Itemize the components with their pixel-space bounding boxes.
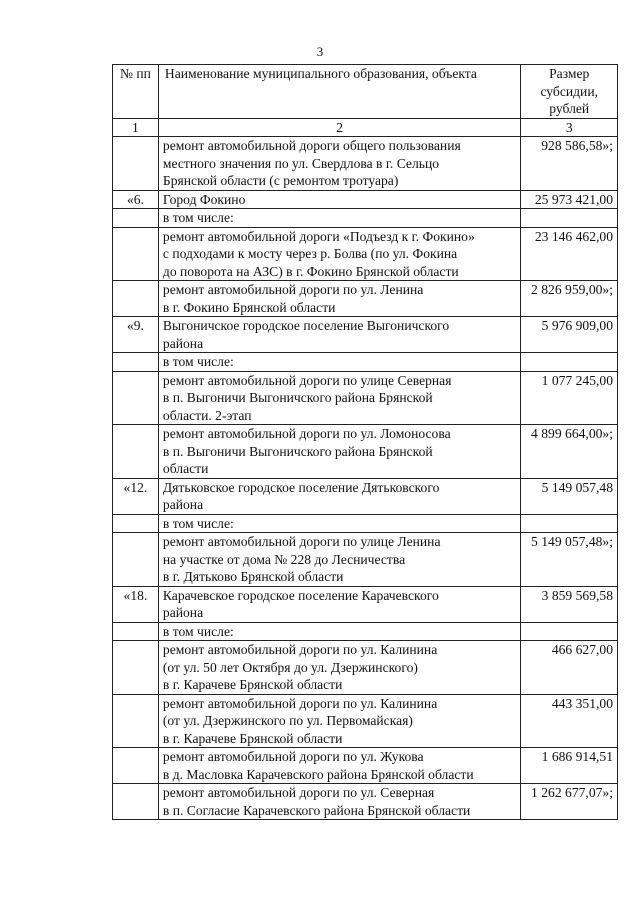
row-description [158, 641, 521, 695]
row-amount: 5 149 057,48 [521, 478, 618, 514]
row-number [113, 371, 159, 425]
row-number [113, 622, 159, 641]
row-description [158, 425, 521, 479]
table-row [113, 784, 618, 820]
header-amount-line: рублей [549, 101, 590, 116]
description-line: ремонт автомобильной дороги по улице Северная [162, 372, 452, 388]
description-line: ремонт автомобильной дороги по ул. Ленина [162, 282, 424, 297]
row-number: «18. [113, 586, 159, 622]
row-number: «12. [113, 478, 159, 514]
table-row [113, 353, 618, 372]
table-row [113, 748, 618, 784]
row-description [158, 586, 521, 622]
header-amount-line: субсидии, [540, 83, 598, 99]
row-amount: 1 077 245,00 [521, 371, 618, 425]
header-col-amount [521, 65, 618, 119]
row-description [158, 353, 521, 372]
description-line: ремонт автомобильной дороги общего пользования [162, 138, 461, 153]
description-line: до поворота на АЗС) в г. Фокино Брянской области [162, 263, 459, 279]
column-number: 2 [158, 118, 521, 137]
header-amount-line: Размер [549, 66, 590, 81]
description-line: района [162, 605, 204, 620]
row-amount [521, 514, 618, 533]
row-number [113, 425, 159, 479]
description-line: в том числе: [162, 354, 234, 369]
description-line: в г. Карачеве Брянской области [162, 730, 343, 746]
row-amount: 466 627,00 [521, 641, 618, 695]
row-amount: 4 899 664,00»; [521, 425, 618, 479]
description-line: в г. Карачеве Брянской области [162, 677, 343, 692]
description-line: в г. Фокино Брянской области [162, 299, 336, 315]
description-line: в п. Согласие Карачевского района Брянской области [162, 802, 471, 818]
row-amount: 5 976 909,00 [521, 317, 618, 353]
row-number [113, 784, 159, 820]
table-row [113, 478, 618, 514]
table-header-row [113, 65, 618, 119]
row-number [113, 209, 159, 228]
column-number: 3 [521, 118, 618, 137]
row-number [113, 227, 159, 281]
row-amount [521, 353, 618, 372]
row-amount [521, 209, 618, 228]
table-row [113, 371, 618, 425]
row-description [158, 514, 521, 533]
description-line: в г. Дятьково Брянской области [162, 569, 344, 584]
row-description [158, 281, 521, 317]
description-line: Брянской области (с ремонтом тротуара) [162, 173, 399, 188]
row-description [158, 371, 521, 425]
description-line: области. 2-этап [162, 407, 252, 423]
row-amount [521, 622, 618, 641]
description-line: с подходами к мосту через р. Болва (по ул. Фокина [162, 246, 458, 261]
row-number [113, 533, 159, 587]
table-row [113, 317, 618, 353]
table-row [113, 514, 618, 533]
page-number: 3 [316, 44, 324, 59]
description-line: ремонт автомобильной дороги по ул. Жукова [162, 749, 424, 764]
description-line: в том числе: [162, 623, 234, 639]
row-description [158, 137, 521, 191]
description-line: ремонт автомобильной дороги по ул. Северная [162, 785, 435, 800]
description-line: ремонт автомобильной дороги по ул. Калинина [162, 695, 438, 711]
row-description [158, 533, 521, 587]
description-line: в том числе: [162, 515, 234, 531]
row-number [113, 353, 159, 372]
table-row [113, 190, 618, 209]
row-amount: 2 826 959,00»; [521, 281, 618, 317]
table-row [113, 227, 618, 281]
table-row [113, 281, 618, 317]
table-row [113, 425, 618, 479]
row-number: «6. [113, 190, 159, 209]
table-row [113, 622, 618, 641]
row-description [158, 784, 521, 820]
description-line: ремонт автомобильной дороги по улице Ленина [162, 534, 441, 549]
row-number [113, 281, 159, 317]
row-description [158, 209, 521, 228]
row-description [158, 227, 521, 281]
column-number: 1 [113, 118, 159, 137]
description-line: местного значения по ул. Свердлова в г. Сельцо [162, 155, 440, 171]
header-col-name: Наименование муниципального образования, объекта [158, 65, 521, 119]
header-col-number: № пп [113, 65, 159, 119]
row-amount: 1 686 914,51 [521, 748, 618, 784]
row-number [113, 641, 159, 695]
description-line: ремонт автомобильной дороги «Подъезд к г. Фокино» [162, 228, 475, 244]
row-description [158, 694, 521, 748]
column-numbers-row [113, 118, 618, 137]
row-description [158, 622, 521, 641]
row-number [113, 694, 159, 748]
description-line: Карачевское городское поселение Карачевского [162, 587, 439, 603]
description-line: в п. Выгоничи Выгоничского района Брянской [162, 390, 433, 405]
table-row [113, 586, 618, 622]
description-line: области [162, 461, 209, 476]
description-line: района [162, 335, 204, 351]
table-row [113, 209, 618, 228]
description-line: в том числе: [162, 210, 234, 225]
description-line: в д. Масловка Карачевского района Брянской области [162, 766, 474, 782]
description-line: Выгоничское городское поселение Выгоничского [162, 318, 450, 333]
row-number [113, 137, 159, 191]
row-number: «9. [113, 317, 159, 353]
row-amount: 5 149 057,48»; [521, 533, 618, 587]
description-line: в п. Выгоничи Выгоничского района Брянской [162, 443, 433, 459]
row-amount: 23 146 462,00 [521, 227, 618, 281]
row-amount: 1 262 677,07»; [521, 784, 618, 820]
description-line: Город Фокино [162, 191, 246, 207]
row-description [158, 190, 521, 209]
table-row [113, 137, 618, 191]
description-line: ремонт автомобильной дороги по ул. Ломоносова [162, 426, 451, 441]
table-row [113, 641, 618, 695]
row-number [113, 514, 159, 533]
description-line: Дятьковское городское поселение Дятьковского [162, 479, 440, 495]
row-amount: 443 351,00 [521, 694, 618, 748]
row-amount: 25 973 421,00 [521, 190, 618, 209]
description-line: (от ул. Дзержинского по ул. Первомайская) [162, 713, 413, 728]
table-row [113, 533, 618, 587]
description-line: ремонт автомобильной дороги по ул. Калинина [162, 642, 438, 657]
row-description [158, 748, 521, 784]
table-row [113, 694, 618, 748]
description-line: района [162, 497, 204, 512]
row-number [113, 748, 159, 784]
row-amount: 928 586,58»; [521, 137, 618, 191]
description-line: на участке от дома № 228 до Лесничества [162, 551, 406, 567]
description-line: (от ул. 50 лет Октября до ул. Дзержинского) [162, 659, 418, 675]
row-description [158, 317, 521, 353]
row-description [158, 478, 521, 514]
row-amount: 3 859 569,58 [521, 586, 618, 622]
subsidy-table [112, 64, 618, 820]
